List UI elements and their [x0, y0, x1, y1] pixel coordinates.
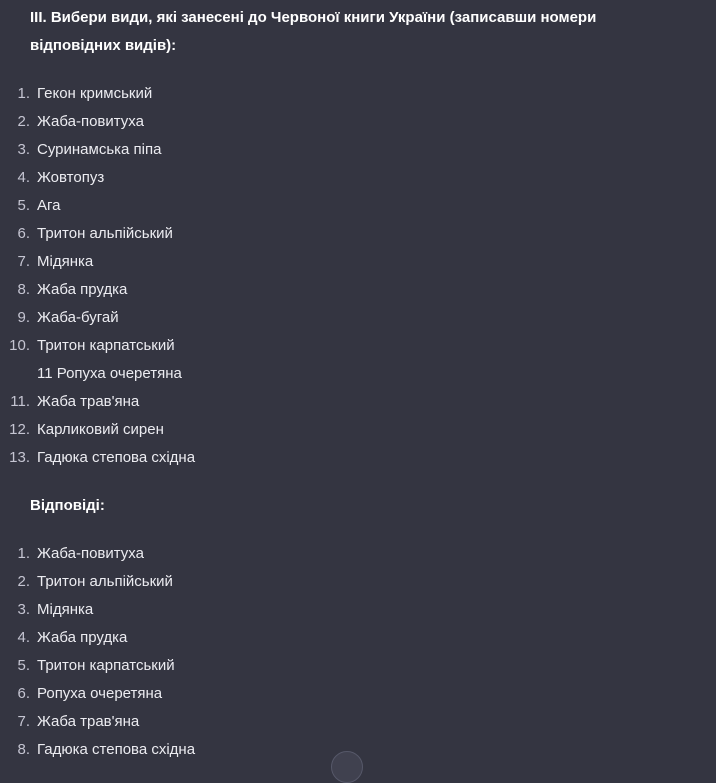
list-item: 11. Жаба трав'яна — [10, 393, 140, 410]
list-item: 13. Гадюка степова східна — [9, 449, 196, 466]
list-item: 4. Жовтопуз — [17, 169, 105, 186]
list-item: 3. Суринамська піпа — [17, 141, 162, 158]
list-item: 4. Жаба прудка — [17, 629, 128, 646]
list-item: 2. Жаба-повитуха — [17, 113, 144, 130]
species-extra-line: 11 Ропуха очеретяна — [37, 365, 182, 382]
scroll-down-button[interactable] — [331, 751, 363, 783]
list-item: 1. Гекон кримський — [17, 85, 153, 102]
species-list-tail — [0, 388, 716, 472]
list-item: 8. Жаба прудка — [17, 281, 128, 298]
list-item: 8. Гадюка степова східна — [17, 741, 196, 758]
list-item: 10. Тритон карпатський — [9, 337, 175, 354]
list-item: 7. Мідянка — [17, 253, 94, 270]
list-item: 12. Карликовий сирен — [9, 421, 164, 438]
list-item: 5. Тритон карпатський — [17, 657, 175, 674]
assistant-message — [0, 4, 716, 764]
list-item: 3. Мідянка — [17, 601, 94, 618]
answers-list — [0, 540, 716, 764]
list-item: 1. Жаба-повитуха — [17, 545, 144, 562]
species-list — [0, 80, 716, 360]
question-title: III. Вибери види, які занесені до Червоної книги України (записавши номери відповідних видів): — [30, 9, 597, 54]
list-item: 6. Тритон альпійський — [17, 225, 173, 242]
list-item: 9. Жаба-бугай — [17, 309, 119, 326]
list-item: 5. Ага — [17, 197, 61, 214]
list-item: 6. Ропуха очеретяна — [17, 685, 163, 702]
list-item: 2. Тритон альпійський — [17, 573, 173, 590]
answers-title: Відповіді: — [30, 497, 105, 514]
list-item: 7. Жаба трав'яна — [17, 713, 140, 730]
